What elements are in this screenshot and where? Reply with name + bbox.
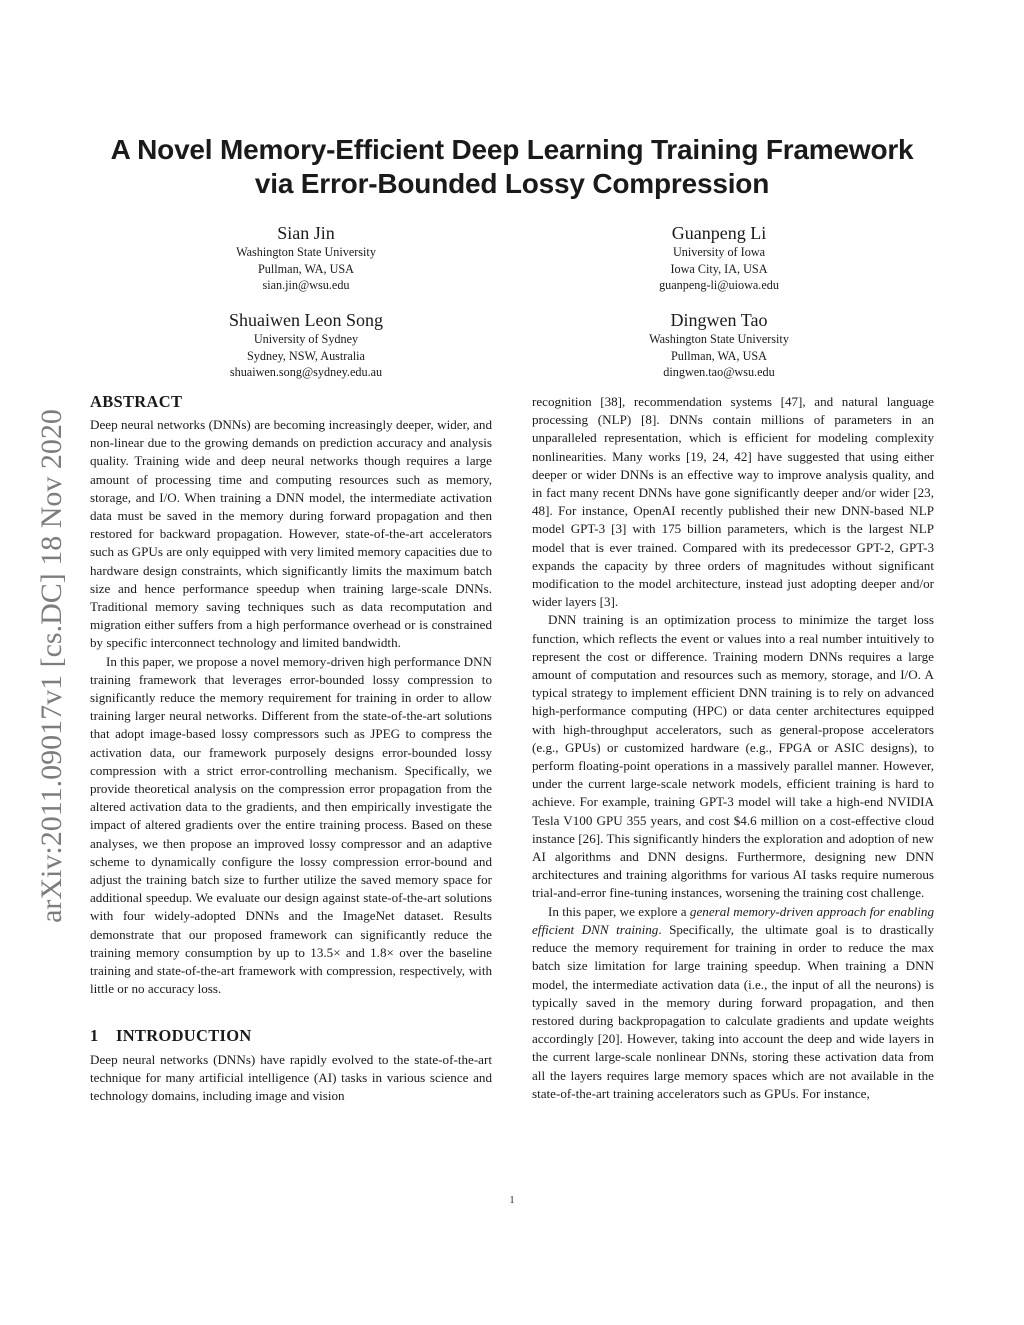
left-column [90, 391, 492, 1105]
introduction-paragraph-1: Deep neural networks (DNNs) have rapidly evolved to the state-of-the-art technique for many artificial intelligence (AI) tasks in various science and technology domains, including image and vision [90, 1051, 492, 1103]
introduction-heading [90, 1025, 492, 1047]
right-column [532, 393, 934, 1103]
p3-emphasis: general memory-driven approach for enabling efficient DNN training [532, 903, 934, 937]
author-name: Shuaiwen Leon Song [229, 310, 383, 330]
author-email: sian.jin@wsu.edu [262, 278, 350, 292]
author-affiliation: University of Iowa [672, 245, 766, 259]
abstract-paragraph-1: Deep neural networks (DNNs) are becoming increasingly deeper, wider, and non-linear due to the growing demands on prediction accuracy and analysis quality. Training wide and deep neural networks though requires a large amount of processing time and computing resources such as memory, storage, and I/O. When training a DNN model, the intermediate activation data must be saved in the memory during forward propagation and then restored for backward propagation. However, state-of-the-art accelerators such as GPUs are only equipped with very limited memory capacities due to hardware design constraints, which significantly limits the maximum batch size and hence performance speedup when training large-scale DNNs. Traditional memory saving techniques such as data recomputation and migration either suffers from a high performance overhead or is constrained by specific interconnect technology and limited bandwidth. [90, 417, 492, 651]
title-line-2: via Error-Bounded Lossy Compression [254, 168, 770, 199]
author-affiliation: University of Sydney [253, 332, 359, 346]
author-name: Guanpeng Li [671, 223, 767, 243]
page-number: 1 [509, 1195, 515, 1206]
author-block-4 [554, 309, 884, 381]
section-number: 1 [90, 1025, 99, 1045]
introduction-paragraph-1-continued: recognition [38], recommendation systems [47], and natural language processing (NLP) [8]. DNNs contain millions of parameters in an unparalleled representation, which is efficient for modeling complexity nonlinearities. Many works [19, 24, 42] have suggested that using either deeper or wider DNNs is an effective way to improve analysis quality, and in fact many recent DNNs have gone significantly deeper and/or wider [23, 48]. For instance, OpenAI recently published their new DNN-based NLP model GPT-3 [3] with 175 billion parameters, which is the largest NLP model that is ever trained. Compared with its predecessor GPT-2, GPT-3 expands the capacity by three orders of magnitudes without significant modification to the model architecture, instead just adopting deeper and/or wider layers [3]. [532, 394, 934, 610]
author-name: Sian Jin [277, 223, 335, 243]
author-block-2 [554, 222, 884, 294]
author-email: dingwen.tao@wsu.edu [663, 365, 775, 379]
author-affiliation: Washington State University [649, 332, 789, 346]
author-block-1 [141, 222, 471, 294]
author-location: Pullman, WA, USA [671, 348, 767, 363]
author-location: Iowa City, IA, USA [670, 261, 768, 276]
introduction-paragraph-2: DNN training is an optimization process to minimize the target loss function, which reflects the event or values into a real number intuitively to represent the cost or difference. Training modern DNNs requires a large amount of computation and resources such as memory, storage, and I/O. A typical strategy to implement efficient DNN training is to rely on advanced high-performance computing (HPC) or data center architectures equipped with high-throughput accelerators, such as general-propose accelerators (e.g., GPUs) or customized hardware (e.g., FPGA or ASIC designs), to perform floating-point operations in a massively parallel manner. However, under the current large-scale network models, efficient training is hard to achieve. For example, training GPT-3 model will take a high-end NVIDIA Tesla V100 GPU 355 years, and cost $4.6 million on a cost-effective cloud instance [26]. This significantly hinders the exploration and adoption of new AI algorithms and DNN designs. Furthermore, designing new DNN architectures and training algorithms for various AI tasks require numerous trial-and-error fine-tuning instances, worsening the training cost challenge. [532, 612, 934, 901]
author-location: Sydney, NSW, Australia [247, 348, 365, 363]
author-block-3 [141, 309, 471, 381]
author-email: guanpeng-li@uiowa.edu [659, 278, 779, 292]
author-name: Dingwen Tao [670, 310, 768, 330]
author-location: Pullman, WA, USA [258, 261, 354, 276]
author-affiliation: Washington State University [236, 245, 376, 259]
author-email: shuaiwen.song@sydney.edu.au [229, 365, 383, 379]
p3-start: In this paper, we explore a [548, 903, 690, 919]
title-line-1: A Novel Memory-Efficient Deep Learning Training Framework [110, 134, 914, 165]
introduction-paragraph-3 [532, 903, 934, 1103]
p3-rest: . Specifically, the ultimate goal is to drastically reduce the memory requirement for training in order to reduce the max batch size limitation for large training speedup. When training a DNN model, the intermediate activation data (i.e., the input of all the neurons) is typically saved in the memory during forward propagation, and then restored during backpropagation to calculate gradients and update weights accordingly [20]. However, taking into account the deep and wide layers in the current large-scale nonlinear DNNs, storing these activation data from all the layers requires large memory spaces which are not available in the state-of-the-art training accelerators such as GPUs. For instance, [532, 921, 934, 1101]
paper-title [60, 133, 964, 201]
section-title: INTRODUCTION [116, 1025, 252, 1045]
arxiv-identifier: arXiv:2011.09017v1 [cs.DC] 18 Nov 2020 [35, 409, 68, 923]
abstract-paragraph-2: In this paper, we propose a novel memory-driven high performance DNN training framework that leverages error-bounded lossy compression to significantly reduce the memory requirement for training in order to allow training larger neural networks. Different from the state-of-the-art solutions that adopt image-based lossy compressors such as JPEG to compress the activation data, our framework purposely designs error-bounded lossy compression with a strict error-controlling mechanism. Specifically, we provide theoretical analysis on the compression error propagation from the altered activation data to the gradients, and then empirically investigate the impact of altered gradients over the entire training process. Based on these analyses, we then propose an improved lossy compressor and an adaptive scheme to dynamically configure the lossy compression error-bound and adjust the training batch size to further utilize the saved memory space for additional speedup. We evaluate our design against state-of-the-art solutions with four widely-adopted DNNs and the ImageNet dataset. Results demonstrate that our proposed framework can significantly reduce the training memory consumption by up to 13.5× and 1.8× over the baseline training and state-of-the-art framework with compression, respectively, with little or no accuracy loss. [90, 653, 492, 997]
abstract-heading: ABSTRACT [90, 392, 183, 411]
